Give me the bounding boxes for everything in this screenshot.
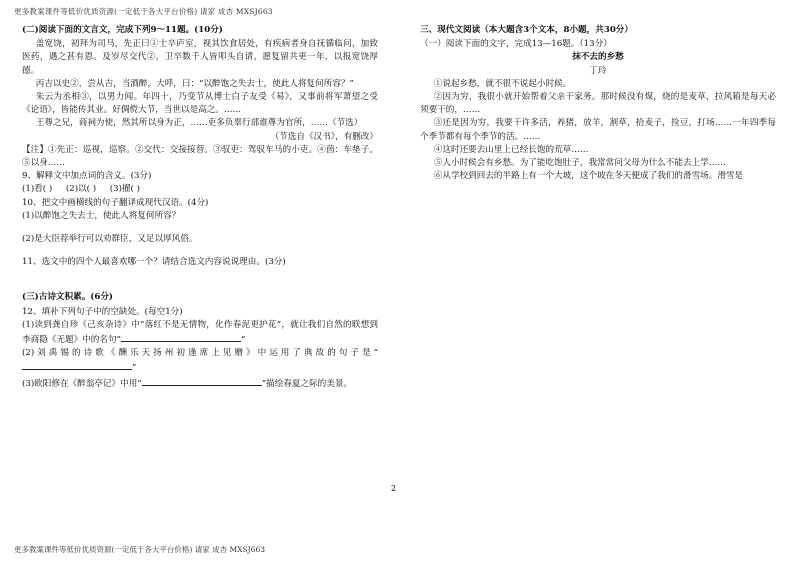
passage-note: 【注】①先正：巡视，巡察。②交代：交接接替。③驭吏：驾驭车马的小吏。④茵：车垫子。⑤以身……	[22, 144, 378, 169]
q9-item: (1)看( )	[22, 184, 53, 195]
question-12-3	[22, 376, 378, 391]
question-10-2: (2)是大臣荐举行可以劝群臣，又足以厚风俗。	[22, 234, 198, 245]
right-column	[420, 22, 776, 183]
page-header: 更多教案课件等低价优质资源(一定低于各大平台价格) 请家 成杏 MXSJ663	[14, 7, 273, 16]
section-title-poetry: (三)古诗文积累。(6分)	[22, 292, 113, 303]
question-12-1: (1)读到龚自珍《己亥杂诗》中“落红不是无情物，化作春泥更护花”，就让我们自然的联想到李商隐《无题》中的名句“ ”	[22, 319, 378, 346]
left-column	[22, 22, 378, 391]
passage-paragraph: 丙吉以史②，尝从吉，当酒醉，大呼，曰：“以醉饱之失去士，使此人将复何所容？”	[35, 78, 354, 89]
section-title-classical: (二)阅读下面的文言文，完成下列9～11题。(10分)	[22, 25, 223, 35]
q12-2-text: (2)刘禹锡的诗歌《酬乐天扬州初逢席上见赠》中运用了典故的句子是“	[22, 348, 378, 359]
essay-title: 抹不去的乡愁	[572, 52, 624, 63]
q12-3-text: (3)欧阳修在《醉翁亭记》中用“	[22, 378, 142, 389]
question-9-items	[22, 183, 378, 196]
essay-paragraph: ⑤人小时候会有乡愁。为了能吃饱肚子，我常常问父母为什么不能去上学……	[433, 158, 726, 169]
passage-source: （节选自《汉书》，有删改）	[270, 131, 378, 142]
q9-item: (3)擢( )	[109, 184, 140, 195]
subsection-title: （一）阅读下面的文字，完成13—16题。（13分）	[420, 39, 612, 50]
essay-paragraph: ④这时还要去山里上已经长饱的荒草……	[433, 144, 589, 155]
q12-3-tail: ”描绘春夏之际的美景。	[261, 378, 353, 389]
passage-paragraph: 王尊之兄，商祠为使，然其所以身为正，……吏多负辜行部谁尊为官所，……（节选）	[35, 118, 363, 129]
essay-author: 丁玲	[589, 65, 607, 76]
question-12: 12、填补下列句子中的空缺处。(每空1分)	[22, 306, 183, 317]
q9-item: (2)以( )	[65, 184, 97, 195]
answer-blank[interactable]	[121, 332, 241, 342]
passage-paragraph: 朱云为丞相③，以男力闻。年四十，乃变节从博士白子友受《易》，又事前将军萧望之受《论语》，皆能传其业。好倜傥大节，当世以是高之。……	[22, 92, 378, 116]
question-10: 10、把文中画横线的句子翻译成现代汉语。(4分)	[22, 197, 209, 208]
page-number: 2	[391, 484, 397, 493]
essay-paragraph: ③还是因为穷，我要干许多活，养猪，放羊，割草，拾麦子，捡豆，打场……一年四季每个季节都有每个季节的活。……	[420, 118, 776, 142]
section-title-modern: 三、现代文阅读（本大题含3个文本，8小题，共30分）	[420, 25, 633, 35]
question-11: 11、选文中的四个人最喜欢哪一个？请结合选文内容说说理由。(3分)	[22, 257, 286, 268]
essay-paragraph: ⑥从学校到回去的半路上有一个大坡，这个坡在冬天便成了我们的滑雪场。滑雪是	[433, 171, 744, 182]
question-9: 9、解释文中加点词的含义。(3分)	[22, 171, 152, 182]
answer-blank[interactable]	[142, 376, 262, 386]
passage-paragraph: 盖宽饶，初拜为司马，先正曰①士卒庐室，视其饮食居处，有疾病者身自抚循临问，加致医药，遇之甚有恩。及岁尽交代②，卫卒数千人皆叩头自请，愿复留共更一年，以报宽饶厚德。	[22, 39, 378, 76]
answer-blank[interactable]	[22, 360, 132, 370]
question-12-2: (2)刘禹锡的诗歌《酬乐天扬州初逢席上见赠》中运用了典故的句子是“”	[22, 348, 378, 374]
essay-paragraph: ②因为穷，我很小就开始帮着父亲干家务。那时候没有煤，烧的是麦草，拉风箱是每天必须要干的，……	[420, 92, 776, 116]
page-footer: 更多教案课件等低价优质资源(一定低于各大平台价格) 请家 成杏 MXSJ663	[14, 545, 265, 554]
essay-paragraph: ①说起乡愁，就不很不说起小时候。	[433, 78, 572, 89]
q12-1-text: (1)读到龚自珍《己亥杂诗》中“落红不是无情物，化作春泥更护花”，就让我们自然的联想到李商隐《无题》中的名句“	[22, 319, 378, 346]
question-10-1: (1)以醉饱之失去士，使此人将复何所容？	[22, 210, 181, 221]
